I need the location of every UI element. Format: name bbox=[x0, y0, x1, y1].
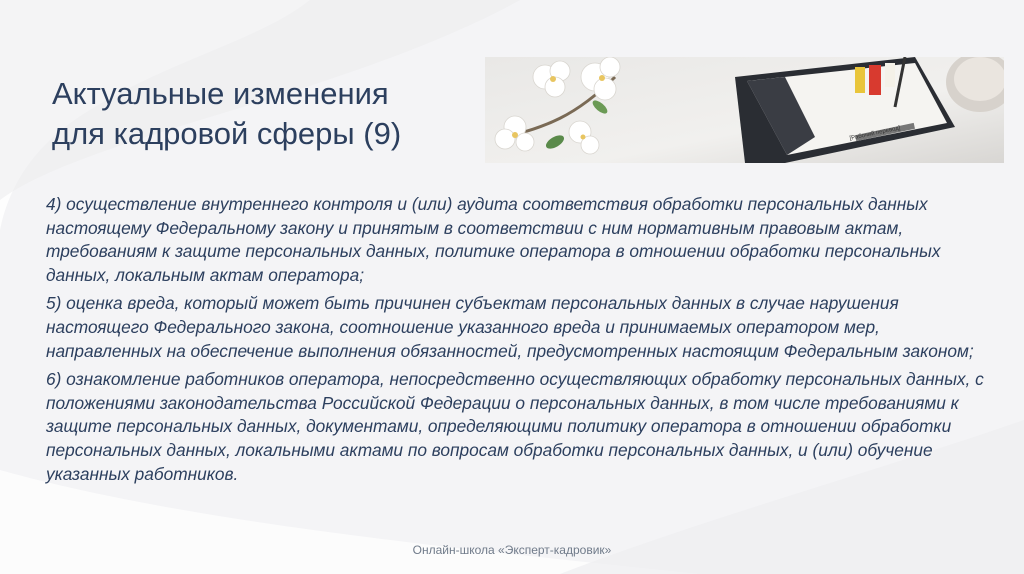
title-line-2: для кадровой сферы (9) bbox=[52, 116, 402, 151]
slide-body bbox=[46, 193, 996, 491]
paragraph-item-5: 5) оценка вреда, который может быть причинен субъектам персональных данных в случае нарушения настоящего Федерального закона, соотношение указанного вреда и принимаемых оператором мер, направленных на обеспечение выполнения обязанностей, предусмотренных настоящим Федеральным законом; bbox=[46, 293, 974, 361]
paragraph-item-4: 4) осуществление внутреннего контроля и (или) аудита соответствия обработки персональных данных настоящему Федеральному закону и принятым в соответствии с ним нормативным правовым актам, требованиям к защите персональных данных, политике оператора в отношении обработки персональных данных, локальным актам оператора; bbox=[46, 194, 941, 285]
notebook-label: [Рабочий перевод] bbox=[849, 125, 901, 142]
title-line-1: Актуальные изменения bbox=[52, 76, 389, 111]
page-title bbox=[52, 74, 472, 154]
paragraph-item-6: 6) ознакомление работников оператора, непосредственно осуществляющих обработку персональных данных, с положениями законодательства Российской Федерации о персональных данных, в том числе требованиями к защите персональных данных, документами, определяющими политику оператора в отношении обработки персональных данных, локальными актами по вопросам обработки персональных данных, и (или) обучение указанных работников. bbox=[46, 369, 984, 484]
footer-text: Онлайн-школа «Эксперт-кадровик» bbox=[412, 543, 612, 557]
flowers-and-notebook-photo bbox=[485, 57, 1004, 163]
